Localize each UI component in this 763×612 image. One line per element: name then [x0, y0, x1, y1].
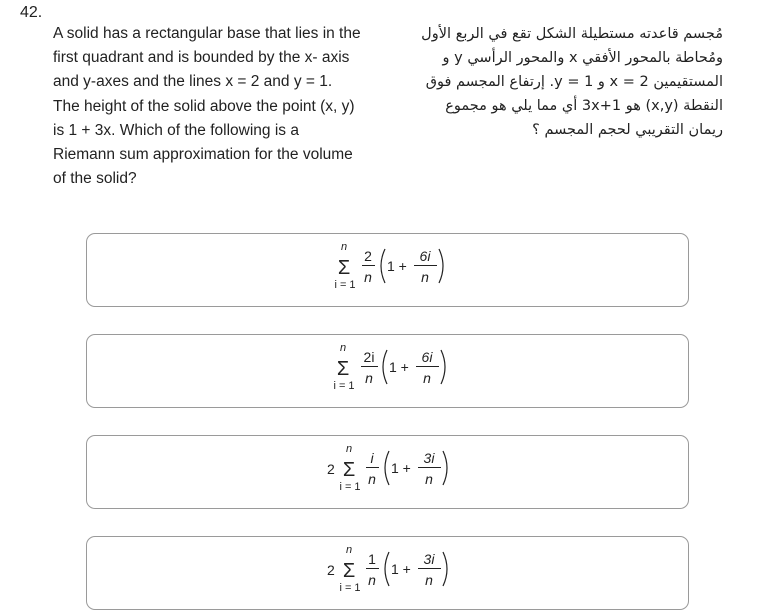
- inner-denominator: n: [425, 572, 433, 588]
- left-paren: [385, 552, 389, 586]
- answer-choice-d[interactable]: [86, 536, 689, 610]
- question-text-english: [53, 22, 393, 191]
- question-line: of the solid?: [53, 170, 137, 188]
- inner-denominator: n: [425, 471, 433, 487]
- coefficient: 2: [327, 461, 335, 477]
- sum-upper-limit: n: [339, 342, 347, 354]
- fraction-denominator: n: [368, 572, 376, 588]
- question-line-arabic: ريمان التقريبي لحجم المجسم ؟: [532, 122, 723, 138]
- sum-lower-limit: i = 1: [333, 380, 355, 392]
- right-paren: [443, 451, 447, 485]
- fraction-numerator: i: [370, 450, 374, 466]
- inner-numerator: 3i: [423, 551, 435, 567]
- answer-choice-a[interactable]: [86, 233, 689, 307]
- question-line-arabic: النقطة (x,y) هو 1+3x أي مما يلي هو مجموع: [445, 98, 723, 114]
- paren-lead: 1 +: [391, 460, 411, 476]
- answer-choice-c[interactable]: [86, 435, 689, 509]
- sum-lower-limit: i = 1: [334, 279, 356, 291]
- inner-denominator: n: [421, 269, 429, 285]
- coefficient: 2: [327, 562, 335, 578]
- sum-lower-limit: i = 1: [339, 582, 361, 594]
- fraction-numerator: 2: [364, 248, 372, 264]
- right-paren: [441, 350, 445, 384]
- question-line-arabic: مُجسم قاعدته مستطيلة الشكل تقع في الربع الأول: [421, 26, 723, 42]
- answer-choice-b[interactable]: [86, 334, 689, 408]
- fraction-denominator: n: [368, 471, 376, 487]
- sum-upper-limit: n: [345, 443, 353, 455]
- paren-lead: 1 +: [391, 561, 411, 577]
- formula-b: [87, 335, 690, 409]
- inner-numerator: 6i: [421, 349, 433, 365]
- question-number: 42.: [20, 4, 43, 21]
- fraction-numerator: 2i: [363, 349, 375, 365]
- sigma-symbol: Σ: [337, 257, 351, 279]
- right-paren: [439, 249, 443, 283]
- formula-d: [87, 537, 690, 611]
- formula-a: [87, 234, 690, 308]
- question-line: Riemann sum approximation for the volume: [53, 146, 353, 164]
- left-paren: [385, 451, 389, 485]
- question-line: and y-axes and the lines x = 2 and y = 1.: [53, 73, 333, 91]
- question-line-arabic: المستقيمين x = 2 و y = 1. إرتفاع المجسم فوق: [425, 74, 723, 90]
- right-paren: [443, 552, 447, 586]
- fraction-denominator: n: [364, 269, 372, 285]
- paren-lead: 1 +: [389, 359, 409, 375]
- question-line: A solid has a rectangular base that lies in the: [53, 25, 361, 42]
- inner-denominator: n: [423, 370, 431, 386]
- sum-upper-limit: n: [345, 544, 353, 556]
- sum-lower-limit: i = 1: [339, 481, 361, 493]
- left-paren: [381, 249, 385, 283]
- left-paren: [383, 350, 387, 384]
- fraction-numerator: 1: [368, 551, 376, 567]
- question-line-arabic: ومُحاطة بالمحور الأفقي x والمحور الرأسي y و: [442, 50, 723, 66]
- sigma-symbol: Σ: [342, 560, 356, 582]
- formula-c: [87, 436, 690, 510]
- sigma-symbol: Σ: [342, 459, 356, 481]
- paren-lead: 1 +: [387, 258, 407, 274]
- sum-upper-limit: n: [340, 241, 348, 253]
- inner-numerator: 6i: [419, 248, 431, 264]
- sigma-symbol: Σ: [336, 358, 350, 380]
- question-line: first quadrant and is bounded by the x- axis: [53, 49, 350, 67]
- question-line: is 1 + 3x. Which of the following is a: [53, 121, 299, 139]
- inner-numerator: 3i: [423, 450, 435, 466]
- fraction-denominator: n: [365, 370, 373, 386]
- question-text-arabic: [418, 22, 723, 142]
- question-line: The height of the solid above the point (x, y): [53, 97, 355, 115]
